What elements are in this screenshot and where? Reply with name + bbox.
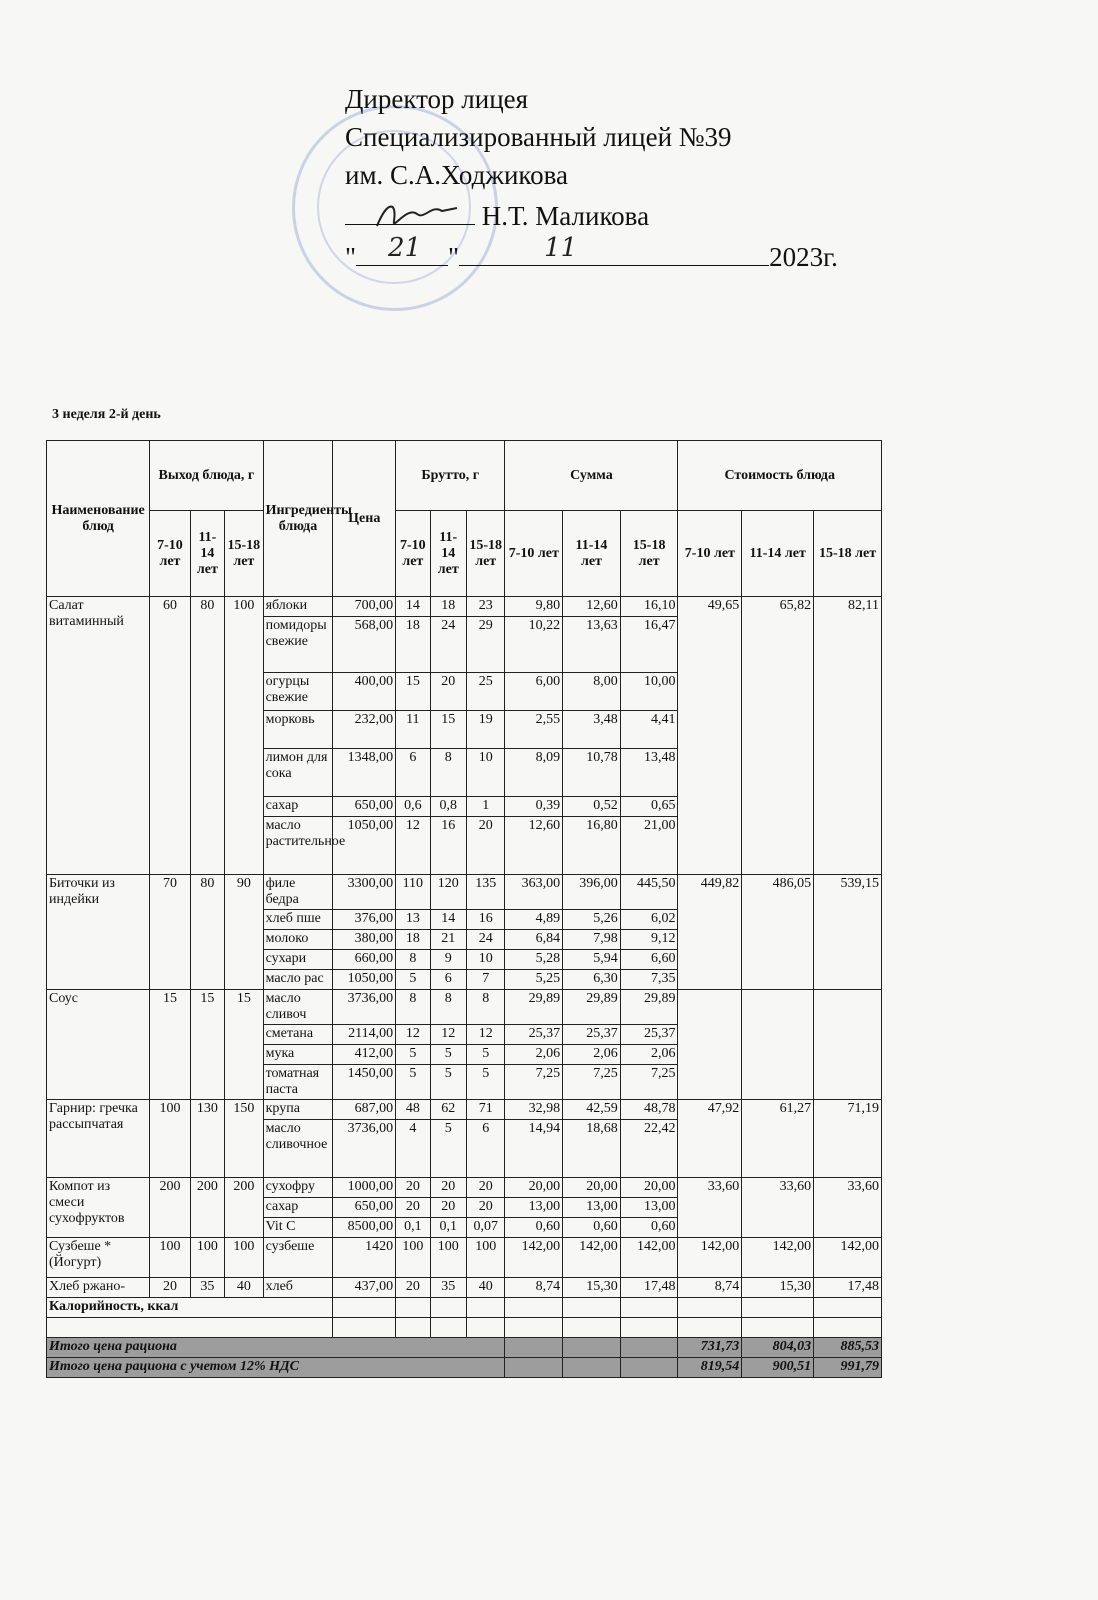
header-ingredients: Ингредиенты блюда	[263, 441, 333, 597]
ingredient-name: мука	[263, 1045, 333, 1065]
gross-weight: 35	[430, 1278, 466, 1298]
ingredient-sum: 6,30	[563, 970, 621, 990]
ingredient-sum: 6,02	[620, 910, 678, 930]
gross-weight: 5	[430, 1065, 466, 1100]
dish-output: 200	[225, 1178, 263, 1238]
ingredient-sum: 14,94	[505, 1120, 563, 1178]
ingredient-name: масло сливоч	[263, 990, 333, 1025]
ingredient-price: 650,00	[333, 1198, 396, 1218]
ingredient-sum: 13,63	[563, 617, 621, 673]
gross-weight: 8	[430, 749, 466, 797]
gross-weight: 14	[396, 597, 430, 617]
ingredient-price: 437,00	[333, 1278, 396, 1298]
ingredient-sum: 7,35	[620, 970, 678, 990]
dish-name: Сузбеше *(Йогурт)	[47, 1238, 150, 1278]
gross-weight: 20	[466, 1198, 504, 1218]
gross-weight: 135	[466, 875, 504, 910]
gross-weight: 20	[396, 1198, 430, 1218]
gross-weight: 11	[396, 711, 430, 749]
gross-weight: 8	[396, 990, 430, 1025]
dish-cost	[742, 990, 814, 1100]
ingredient-sum: 5,26	[563, 910, 621, 930]
total-vat-value-age3: 991,79	[814, 1358, 882, 1378]
dish-name: Салат витаминный	[47, 597, 150, 875]
dish-output: 60	[150, 597, 190, 875]
total-vat-value-age2: 900,51	[742, 1358, 814, 1378]
total-row	[47, 1338, 882, 1358]
dish-output: 200	[190, 1178, 224, 1238]
ingredient-sum: 6,00	[505, 673, 563, 711]
gross-weight: 6	[396, 749, 430, 797]
gross-weight: 0,8	[430, 797, 466, 817]
ingredient-sum: 15,30	[563, 1278, 621, 1298]
gross-weight: 4	[396, 1120, 430, 1178]
ingredient-price: 700,00	[333, 597, 396, 617]
approval-organization: Специализированный лицей №39	[345, 122, 732, 152]
ingredient-price: 2114,00	[333, 1025, 396, 1045]
dish-cost: 142,00	[678, 1238, 742, 1278]
ingredient-sum: 20,00	[620, 1178, 678, 1198]
dish-cost: 33,60	[678, 1178, 742, 1238]
signer-name: Н.Т. Маликова	[481, 201, 650, 231]
ingredient-sum: 2,06	[620, 1045, 678, 1065]
gross-weight: 15	[396, 673, 430, 711]
header-dish-name: Наименование блюд	[47, 441, 150, 597]
table-row	[47, 875, 882, 910]
ingredient-price: 1348,00	[333, 749, 396, 797]
gross-weight: 12	[396, 817, 430, 875]
total-value-age3: 885,53	[814, 1338, 882, 1358]
ingredient-sum: 5,94	[563, 950, 621, 970]
gross-weight: 8	[396, 950, 430, 970]
approval-position: Директор лицея	[345, 84, 529, 114]
date-day-field	[356, 235, 448, 266]
gross-weight: 20	[430, 1178, 466, 1198]
gross-weight: 0,6	[396, 797, 430, 817]
dish-output: 90	[225, 875, 263, 990]
gross-weight: 6	[430, 970, 466, 990]
approval-block	[345, 80, 838, 276]
ingredient-sum: 25,37	[563, 1025, 621, 1045]
ingredient-price: 3736,00	[333, 990, 396, 1025]
date-day: 21	[388, 233, 422, 263]
ingredient-sum: 4,41	[620, 711, 678, 749]
header-output-age1: 7-10 лет	[150, 511, 190, 597]
ingredient-name: крупа	[263, 1100, 333, 1120]
dish-cost: 17,48	[814, 1278, 882, 1298]
ingredient-sum: 8,00	[563, 673, 621, 711]
header-gross-age2: 11-14 лет	[430, 511, 466, 597]
gross-weight: 5	[430, 1120, 466, 1178]
header-price: Цена	[333, 441, 396, 597]
ingredient-name: филе бедра	[263, 875, 333, 910]
ingredient-sum: 18,68	[563, 1120, 621, 1178]
gross-weight: 5	[466, 1065, 504, 1100]
gross-weight: 100	[466, 1238, 504, 1278]
gross-weight: 24	[466, 930, 504, 950]
gross-weight: 8	[430, 990, 466, 1025]
gross-weight: 5	[466, 1045, 504, 1065]
dish-output: 70	[150, 875, 190, 990]
ingredient-sum: 9,12	[620, 930, 678, 950]
ingredient-sum: 7,25	[563, 1065, 621, 1100]
dish-name: Гарнир: гречка рассыпчатая	[47, 1100, 150, 1178]
ingredient-price: 1420	[333, 1238, 396, 1278]
dish-cost: 82,11	[814, 597, 882, 875]
dish-output: 100	[150, 1238, 190, 1278]
ingredient-sum: 142,00	[563, 1238, 621, 1278]
gross-weight: 24	[430, 617, 466, 673]
ingredient-sum: 20,00	[563, 1178, 621, 1198]
signature-blank	[345, 194, 475, 225]
ingredient-sum: 25,37	[620, 1025, 678, 1045]
ingredient-price: 1050,00	[333, 817, 396, 875]
ingredient-name: сахар	[263, 1198, 333, 1218]
dish-cost: 486,05	[742, 875, 814, 990]
header-cost-age1: 7-10 лет	[678, 511, 742, 597]
dish-cost: 47,92	[678, 1100, 742, 1178]
header-output-age2: 11-14 лет	[190, 511, 224, 597]
ingredient-sum: 10,78	[563, 749, 621, 797]
dish-output: 150	[225, 1100, 263, 1178]
ingredient-sum: 2,06	[563, 1045, 621, 1065]
total-vat-row	[47, 1358, 882, 1378]
gross-weight: 12	[396, 1025, 430, 1045]
ingredient-sum: 2,55	[505, 711, 563, 749]
ingredient-price: 8500,00	[333, 1218, 396, 1238]
header-sum-age1: 7-10 лет	[505, 511, 563, 597]
dish-cost: 65,82	[742, 597, 814, 875]
dish-output: 80	[190, 875, 224, 990]
ingredient-sum: 12,60	[563, 597, 621, 617]
ingredient-sum: 396,00	[563, 875, 621, 910]
dish-output: 200	[150, 1178, 190, 1238]
header-sum: Сумма	[505, 441, 678, 511]
ingredient-sum: 13,48	[620, 749, 678, 797]
ingredient-name: огурцы свежие	[263, 673, 333, 711]
gross-weight: 29	[466, 617, 504, 673]
dish-cost	[678, 990, 742, 1100]
ingredient-sum: 29,89	[505, 990, 563, 1025]
table-row	[47, 1178, 882, 1198]
ingredient-name: лимон для сока	[263, 749, 333, 797]
gross-weight: 20	[396, 1278, 430, 1298]
ingredient-name: масло рас	[263, 970, 333, 990]
gross-weight: 20	[396, 1178, 430, 1198]
ingredient-sum: 6,84	[505, 930, 563, 950]
gross-weight: 8	[466, 990, 504, 1025]
date-year: 2023г.	[769, 242, 838, 272]
empty-row	[47, 1318, 882, 1338]
ingredient-name: сузбеше	[263, 1238, 333, 1278]
gross-weight: 5	[396, 970, 430, 990]
date-month-field	[459, 235, 769, 266]
ingredient-sum: 7,25	[620, 1065, 678, 1100]
gross-weight: 23	[466, 597, 504, 617]
ingredient-sum: 10,22	[505, 617, 563, 673]
gross-weight: 25	[466, 673, 504, 711]
ingredient-name: яблоки	[263, 597, 333, 617]
gross-weight: 19	[466, 711, 504, 749]
gross-weight: 12	[430, 1025, 466, 1045]
dish-output: 130	[190, 1100, 224, 1178]
ingredient-sum: 445,50	[620, 875, 678, 910]
ingredient-price: 1450,00	[333, 1065, 396, 1100]
ingredient-sum: 7,98	[563, 930, 621, 950]
table-body	[47, 597, 882, 1298]
ingredient-sum: 17,48	[620, 1278, 678, 1298]
header-cost-age2: 11-14 лет	[742, 511, 814, 597]
dish-cost	[814, 990, 882, 1100]
approval-date-line	[345, 235, 838, 276]
gross-weight: 100	[430, 1238, 466, 1278]
ingredient-sum: 142,00	[505, 1238, 563, 1278]
ingredient-price: 650,00	[333, 797, 396, 817]
ingredient-name: Vit C	[263, 1218, 333, 1238]
dish-name: Компот из смеси сухофруктов	[47, 1178, 150, 1238]
dish-output: 15	[225, 990, 263, 1100]
gross-weight: 16	[466, 910, 504, 930]
table-footer	[47, 1298, 882, 1378]
table-row	[47, 1100, 882, 1120]
ingredient-name: масло сливочное	[263, 1120, 333, 1178]
table-row	[47, 1278, 882, 1298]
dish-output: 20	[150, 1278, 190, 1298]
gross-weight: 16	[430, 817, 466, 875]
ingredient-sum: 42,59	[563, 1100, 621, 1120]
ingredient-sum: 32,98	[505, 1100, 563, 1120]
dish-cost: 33,60	[814, 1178, 882, 1238]
gross-weight: 20	[466, 817, 504, 875]
ingredient-sum: 3,48	[563, 711, 621, 749]
ingredient-sum: 22,42	[620, 1120, 678, 1178]
dish-cost: 142,00	[814, 1238, 882, 1278]
header-cost-age3: 15-18 лет	[814, 511, 882, 597]
dish-output: 15	[150, 990, 190, 1100]
ingredient-price: 687,00	[333, 1100, 396, 1120]
header-gross-age1: 7-10 лет	[396, 511, 430, 597]
dish-cost: 539,15	[814, 875, 882, 990]
gross-weight: 18	[396, 617, 430, 673]
ingredient-sum: 0,60	[505, 1218, 563, 1238]
ingredient-sum: 7,25	[505, 1065, 563, 1100]
dish-cost: 71,19	[814, 1100, 882, 1178]
table-row	[47, 1238, 882, 1278]
dish-output: 100	[225, 1238, 263, 1278]
ingredient-sum: 4,89	[505, 910, 563, 930]
ingredient-sum: 13,00	[505, 1198, 563, 1218]
ingredient-sum: 0,52	[563, 797, 621, 817]
ingredient-price: 412,00	[333, 1045, 396, 1065]
gross-weight: 10	[466, 749, 504, 797]
ingredient-price: 3300,00	[333, 875, 396, 910]
ingredient-name: масло растительное	[263, 817, 333, 875]
ingredient-name: хлеб пше	[263, 910, 333, 930]
total-label: Итого цена рациона	[47, 1338, 505, 1358]
table-header	[47, 441, 882, 597]
ingredient-sum: 9,80	[505, 597, 563, 617]
gross-weight: 110	[396, 875, 430, 910]
gross-weight: 1	[466, 797, 504, 817]
gross-weight: 6	[466, 1120, 504, 1178]
ingredient-name: сметана	[263, 1025, 333, 1045]
ingredient-sum: 142,00	[620, 1238, 678, 1278]
ingredient-sum: 8,74	[505, 1278, 563, 1298]
dish-cost: 49,65	[678, 597, 742, 875]
ingredient-sum: 21,00	[620, 817, 678, 875]
ingredient-name: сухари	[263, 950, 333, 970]
ingredient-sum: 48,78	[620, 1100, 678, 1120]
ingredient-sum: 8,09	[505, 749, 563, 797]
gross-weight: 21	[430, 930, 466, 950]
ingredient-price: 232,00	[333, 711, 396, 749]
ingredient-sum: 6,60	[620, 950, 678, 970]
dish-name: Хлеб ржано-	[47, 1278, 150, 1298]
ingredient-sum: 5,25	[505, 970, 563, 990]
gross-weight: 12	[466, 1025, 504, 1045]
ingredient-sum: 13,00	[563, 1198, 621, 1218]
ingredient-price: 380,00	[333, 930, 396, 950]
approval-organization-name: им. С.А.Ходжикова	[345, 160, 569, 190]
header-sum-age2: 11-14 лет	[563, 511, 621, 597]
ingredient-sum: 29,89	[563, 990, 621, 1025]
dish-cost: 33,60	[742, 1178, 814, 1238]
dish-output: 100	[225, 597, 263, 875]
ingredient-sum: 2,06	[505, 1045, 563, 1065]
dish-cost: 61,27	[742, 1100, 814, 1178]
ingredient-sum: 16,10	[620, 597, 678, 617]
ingredient-sum: 5,28	[505, 950, 563, 970]
dish-name: Биточки из индейки	[47, 875, 150, 990]
header-sum-age3: 15-18 лет	[620, 511, 678, 597]
ingredient-name: молоко	[263, 930, 333, 950]
gross-weight: 20	[430, 1198, 466, 1218]
calories-label: Калорийность, ккал	[47, 1298, 333, 1318]
gross-weight: 40	[466, 1278, 504, 1298]
dish-output: 15	[190, 990, 224, 1100]
day-title: 3 неделя 2-й день	[52, 407, 161, 422]
menu-table	[46, 440, 882, 1378]
gross-weight: 20	[466, 1178, 504, 1198]
header-gross: Брутто, г	[396, 441, 505, 511]
dish-output: 100	[150, 1100, 190, 1178]
gross-weight: 5	[396, 1045, 430, 1065]
ingredient-price: 660,00	[333, 950, 396, 970]
date-month: 11	[544, 233, 578, 263]
gross-weight: 100	[396, 1238, 430, 1278]
ingredient-price: 3736,00	[333, 1120, 396, 1178]
ingredient-sum: 0,60	[620, 1218, 678, 1238]
ingredient-sum: 12,60	[505, 817, 563, 875]
header-output: Выход блюда, г	[150, 441, 263, 511]
dish-cost: 142,00	[742, 1238, 814, 1278]
gross-weight: 15	[430, 711, 466, 749]
total-value-age2: 804,03	[742, 1338, 814, 1358]
gross-weight: 0,07	[466, 1218, 504, 1238]
ingredient-name: помидоры свежие	[263, 617, 333, 673]
dish-output: 100	[190, 1238, 224, 1278]
ingredient-sum: 0,39	[505, 797, 563, 817]
quote-close: "	[448, 242, 460, 272]
dish-cost: 449,82	[678, 875, 742, 990]
gross-weight: 13	[396, 910, 430, 930]
total-vat-value-age1: 819,54	[678, 1358, 742, 1378]
ingredient-name: сахар	[263, 797, 333, 817]
dish-cost: 8,74	[678, 1278, 742, 1298]
gross-weight: 18	[430, 597, 466, 617]
ingredient-price: 1000,00	[333, 1178, 396, 1198]
gross-weight: 62	[430, 1100, 466, 1120]
calories-row	[47, 1298, 882, 1318]
ingredient-sum: 10,00	[620, 673, 678, 711]
ingredient-sum: 16,80	[563, 817, 621, 875]
table-row	[47, 990, 882, 1025]
ingredient-sum: 0,65	[620, 797, 678, 817]
ingredient-sum: 16,47	[620, 617, 678, 673]
ingredient-price: 400,00	[333, 673, 396, 711]
ingredient-price: 376,00	[333, 910, 396, 930]
ingredient-sum: 29,89	[620, 990, 678, 1025]
ingredient-name: хлеб	[263, 1278, 333, 1298]
age-header-row	[47, 511, 882, 597]
total-value-age1: 731,73	[678, 1338, 742, 1358]
gross-weight: 5	[396, 1065, 430, 1100]
dish-output: 80	[190, 597, 224, 875]
total-vat-label: Итого цена рациона с учетом 12% НДС	[47, 1358, 505, 1378]
dish-name: Соус	[47, 990, 150, 1100]
ingredient-price: 1050,00	[333, 970, 396, 990]
gross-weight: 10	[466, 950, 504, 970]
ingredient-sum: 25,37	[505, 1025, 563, 1045]
dish-output: 40	[225, 1278, 263, 1298]
ingredient-sum: 20,00	[505, 1178, 563, 1198]
ingredient-name: томатная паста	[263, 1065, 333, 1100]
gross-weight: 0,1	[396, 1218, 430, 1238]
table-row	[47, 597, 882, 617]
ingredient-sum: 363,00	[505, 875, 563, 910]
gross-weight: 9	[430, 950, 466, 970]
gross-weight: 7	[466, 970, 504, 990]
gross-weight: 18	[396, 930, 430, 950]
ingredient-name: морковь	[263, 711, 333, 749]
quote-open: "	[345, 242, 357, 272]
ingredient-name: сухофру	[263, 1178, 333, 1198]
ingredient-sum: 13,00	[620, 1198, 678, 1218]
header-gross-age3: 15-18 лет	[466, 511, 504, 597]
ingredient-sum: 0,60	[563, 1218, 621, 1238]
gross-weight: 20	[430, 673, 466, 711]
header-output-age3: 15-18 лет	[225, 511, 263, 597]
gross-weight: 14	[430, 910, 466, 930]
dish-cost: 15,30	[742, 1278, 814, 1298]
gross-weight: 120	[430, 875, 466, 910]
gross-weight: 0,1	[430, 1218, 466, 1238]
ingredient-price: 568,00	[333, 617, 396, 673]
gross-weight: 5	[430, 1045, 466, 1065]
dish-output: 35	[190, 1278, 224, 1298]
gross-weight: 71	[466, 1100, 504, 1120]
gross-weight: 48	[396, 1100, 430, 1120]
header-cost: Стоимость блюда	[678, 441, 882, 511]
